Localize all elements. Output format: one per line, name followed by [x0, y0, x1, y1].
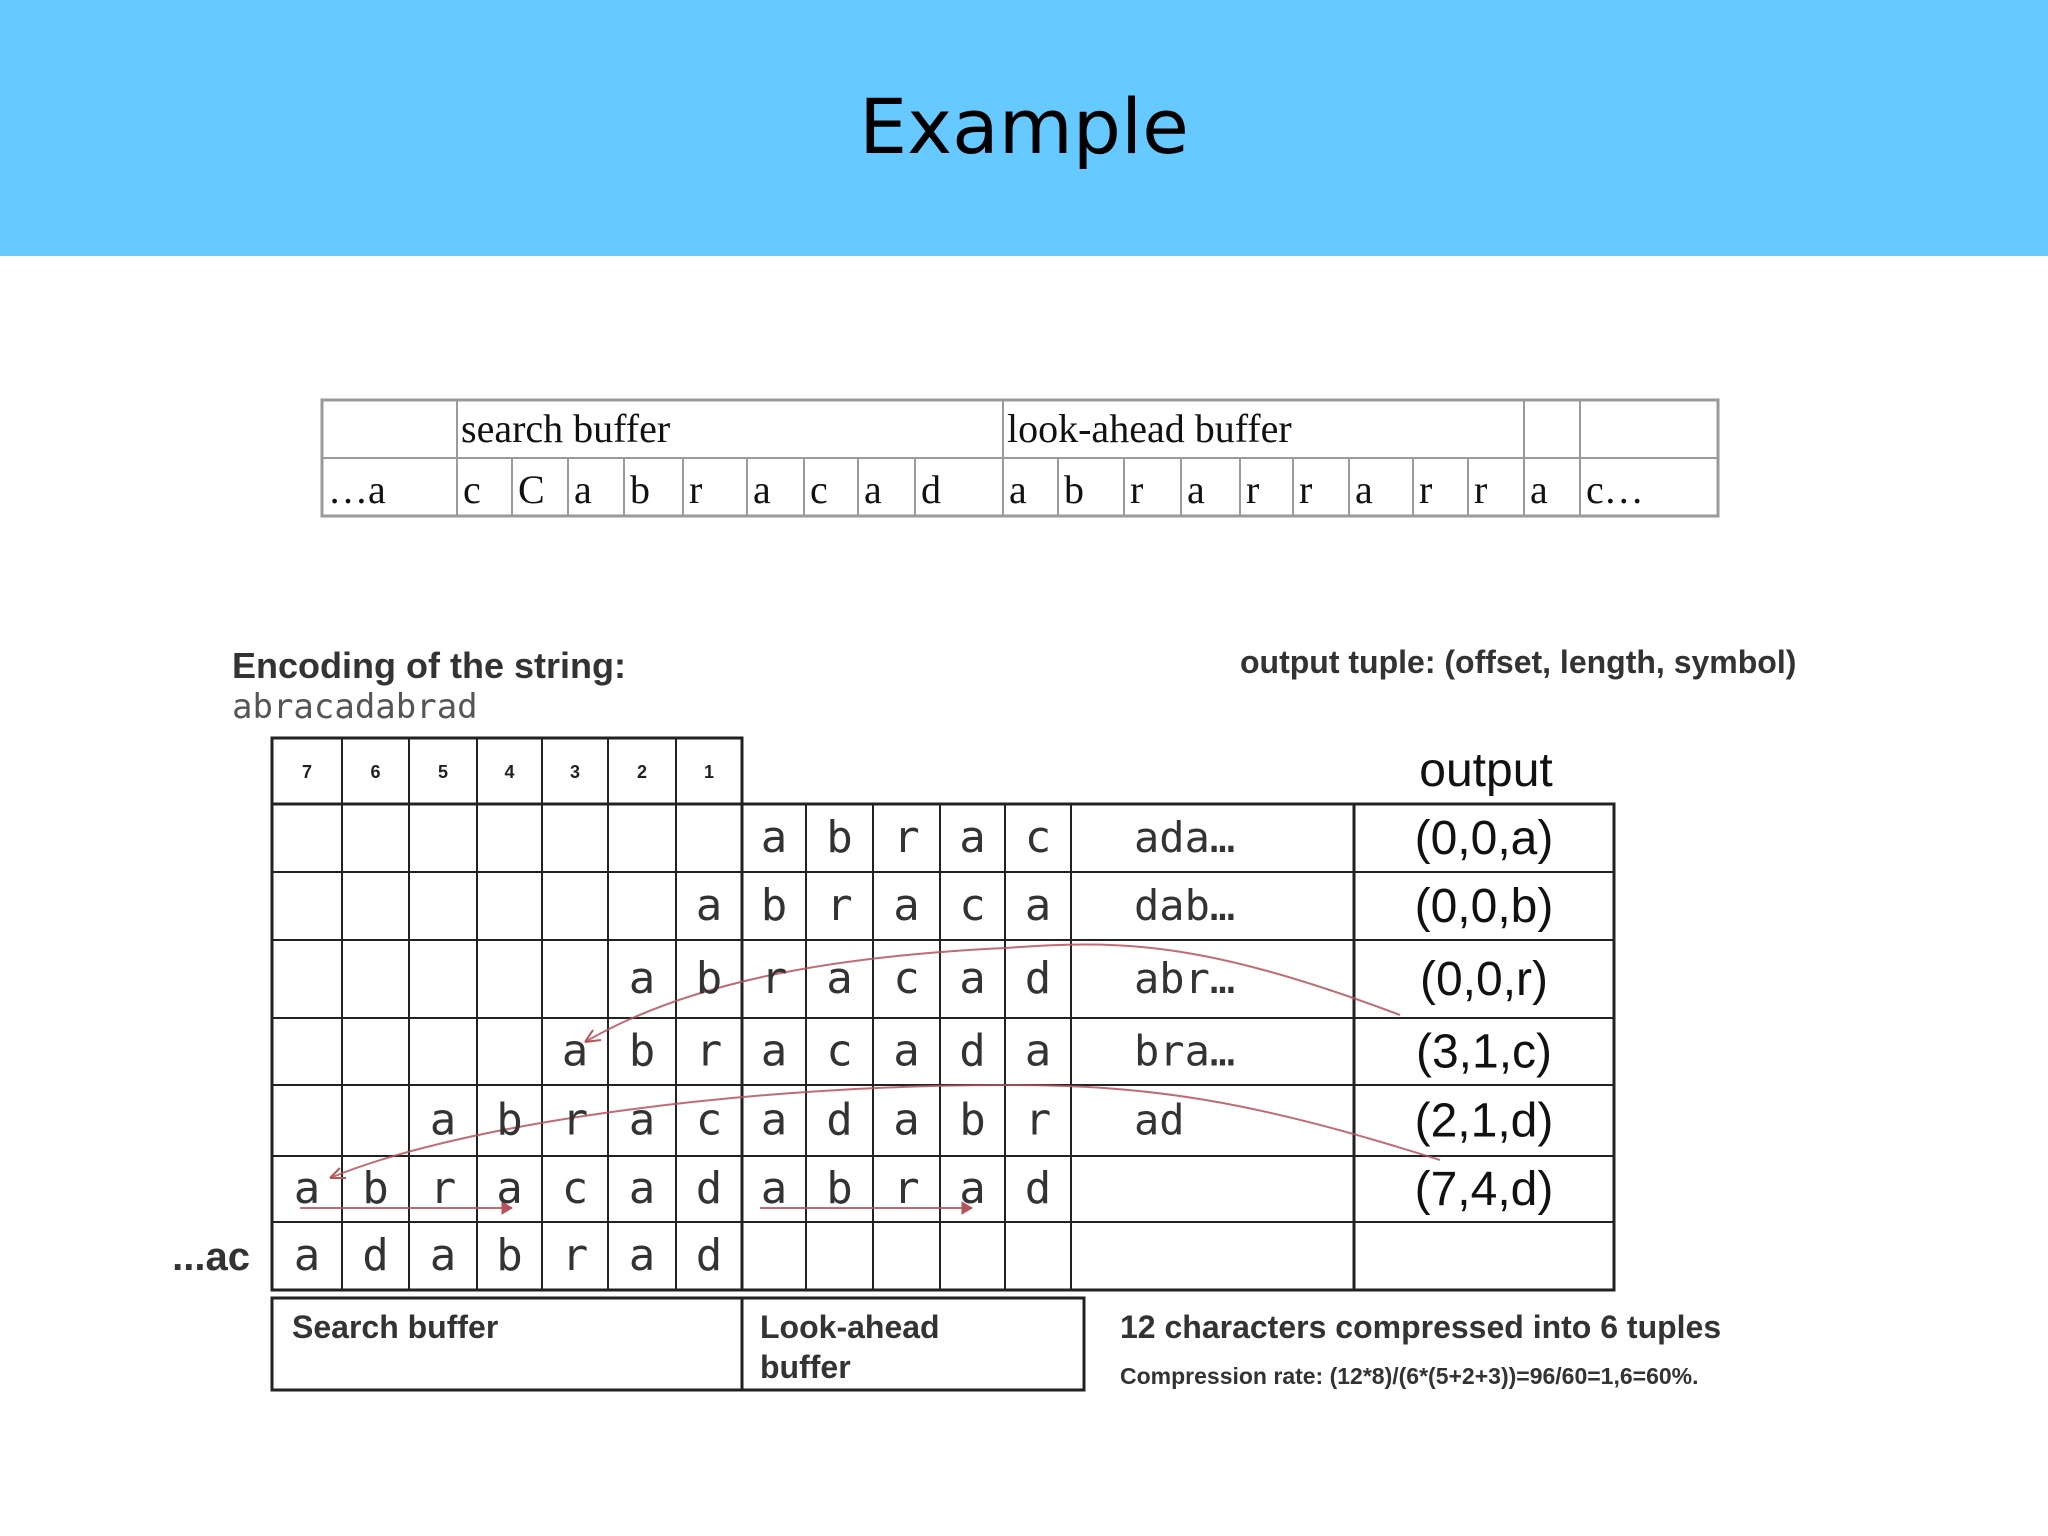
lookahead-buffer-heading: look-ahead buffer [1007, 406, 1292, 451]
grid-cell-letter: a [893, 1094, 920, 1146]
grid-cell-letter: a [695, 880, 723, 931]
tuple-format-note: output tuple: (offset, length, symbol) [1240, 644, 1797, 680]
grid-cell-letter: a [959, 953, 986, 1004]
offset-label: 7 [301, 762, 313, 782]
encoding-text [172, 644, 1796, 1389]
grid-cell-letter: d [1024, 1163, 1052, 1214]
grid-cell-letter: c [695, 1094, 723, 1146]
output-tuple: (0,0,b) [1414, 880, 1554, 933]
top-row-cell: r [1474, 467, 1488, 512]
grid-cell-letter: b [496, 1094, 523, 1146]
grid-cell-letter: c [959, 880, 986, 931]
grid-cell-letter: a [293, 1230, 321, 1281]
grid-cell-letter: a [893, 880, 920, 931]
top-row-cell: b [1064, 467, 1084, 512]
grid-cell-letter: a [893, 1025, 920, 1077]
grid-cell-letter: a [496, 1163, 523, 1214]
offset-label: 1 [703, 762, 715, 782]
grid-cell-letter: a [826, 953, 853, 1004]
grid-cell-letter: a [760, 1025, 788, 1077]
grid-cell-letter: b [362, 1163, 389, 1214]
grid-cell-letter: a [959, 812, 986, 863]
top-row-cell: b [630, 467, 650, 512]
grid-cell-letter: r [826, 880, 853, 931]
top-row-cell: c [463, 467, 481, 512]
grid-cell-letter: d [695, 1163, 723, 1214]
grid-cell-letter: a [429, 1230, 457, 1281]
grid-cell-letter: r [561, 1094, 589, 1146]
top-row-cell: r [1246, 467, 1260, 512]
grid-cell-letter: d [826, 1094, 853, 1146]
output-tuple: (0,0,a) [1414, 812, 1554, 865]
grid-cell-letter: r [893, 812, 920, 863]
top-row-cell: c… [1586, 467, 1644, 512]
grid-cell-letter: a [760, 812, 788, 863]
main-grid-frame [272, 804, 1614, 1290]
top-row-cell: r [1130, 467, 1144, 512]
slide-title: Example [859, 82, 1189, 171]
grid-cell-letter: r [429, 1163, 457, 1214]
grid-cell-letter: b [826, 1163, 853, 1214]
top-row-cell: a [574, 467, 592, 512]
grid-cell-letter: a [628, 1230, 656, 1281]
summary-text: 12 characters compressed into 6 tuples [1120, 1309, 1722, 1345]
next-symbols: ad [1134, 1095, 1185, 1145]
top-row-cell: …a [328, 467, 386, 512]
top-row-cell: r [1419, 467, 1433, 512]
grid-cell-letter: a [561, 1025, 589, 1077]
next-symbols: abr… [1134, 954, 1236, 1003]
grid-cell-letter: d [695, 1230, 723, 1281]
offset-label: 5 [437, 762, 449, 782]
grid-cell-letter: d [362, 1230, 389, 1281]
output-tuple: (3,1,c) [1415, 1025, 1553, 1079]
grid-cell-letter: a [628, 953, 656, 1004]
encoding-caption: Encoding of the string: [232, 645, 626, 686]
top-row-cell: c [810, 467, 828, 512]
grid-cell-letter: b [695, 953, 723, 1004]
top-buffer-table [322, 400, 1718, 516]
offset-label: 2 [636, 762, 648, 782]
top-row-cell: a [753, 467, 771, 512]
grid-cell-letter: a [1024, 1025, 1052, 1077]
grid-cell-letter: c [1024, 812, 1052, 863]
next-symbols: ada… [1134, 813, 1236, 862]
grid-cell-letter: a [760, 1163, 788, 1214]
top-row-cell: a [864, 467, 882, 512]
top-row-cell: r [1299, 467, 1313, 512]
offset-label: 3 [569, 762, 581, 782]
grid-cell-letter: b [959, 1094, 986, 1146]
grid-cell-letter: r [760, 953, 788, 1004]
grid-cell-letter: c [893, 953, 920, 1004]
top-row-cell: r [689, 467, 703, 512]
output-tuple: (7,4,d) [1414, 1163, 1554, 1216]
top-row-cell: a [1187, 467, 1205, 512]
grid-cell-letter: d [1024, 953, 1052, 1004]
lookahead-label: buffer [760, 1349, 851, 1385]
top-row-cell: C [518, 467, 545, 512]
grid-cell-letter: a [293, 1163, 321, 1214]
grid-cell-letter: r [893, 1163, 920, 1214]
search-buffer-label: Search buffer [292, 1309, 499, 1345]
grid-cell-letter: a [760, 1094, 788, 1146]
top-row-cell: a [1355, 467, 1373, 512]
grid-cell-letter: a [628, 1163, 656, 1214]
grid-cell-letter: r [1024, 1094, 1052, 1146]
grid-cell-letter: a [628, 1094, 656, 1146]
output-tuple: (0,0,r) [1419, 953, 1549, 1006]
search-buffer-heading: search buffer [461, 406, 671, 451]
top-row-cell: a [1009, 467, 1027, 512]
grid-cell-letter: c [561, 1163, 589, 1214]
grid-cell-letter: a [429, 1094, 457, 1146]
match-arrows [300, 945, 1440, 1214]
offset-label: 6 [370, 762, 381, 782]
grid-cell-letter: b [496, 1230, 523, 1281]
encoding-grid [272, 738, 1614, 1390]
grid-cell-letter: r [561, 1230, 589, 1281]
grid-cell-letter: a [959, 1163, 986, 1214]
grid-cell-letter: b [760, 880, 788, 931]
output-header: output [1419, 744, 1553, 797]
grid-cell-letter: b [628, 1025, 656, 1077]
grid-cell-letter: a [1024, 880, 1052, 931]
next-symbols: dab… [1134, 881, 1236, 930]
grid-cell-letter: d [959, 1025, 986, 1077]
next-symbols: bra… [1134, 1026, 1236, 1076]
last-row-prefix: ...ac [172, 1235, 250, 1279]
compression-rate: Compression rate: (12*8)/(6*(5+2+3))=96/60=1,6=60%. [1120, 1363, 1699, 1389]
output-tuple: (2,1,d) [1414, 1094, 1554, 1148]
top-row-cell: d [921, 467, 941, 512]
top-row-cell: a [1530, 467, 1548, 512]
grid-cell-letter: c [826, 1025, 853, 1077]
lookahead-label: Look-ahead [760, 1309, 940, 1345]
grid-cell-letter: r [695, 1025, 723, 1077]
grid-cell-letter: b [826, 812, 853, 863]
encoded-string: abracadabrad [232, 687, 478, 727]
offset-label: 4 [504, 762, 515, 782]
